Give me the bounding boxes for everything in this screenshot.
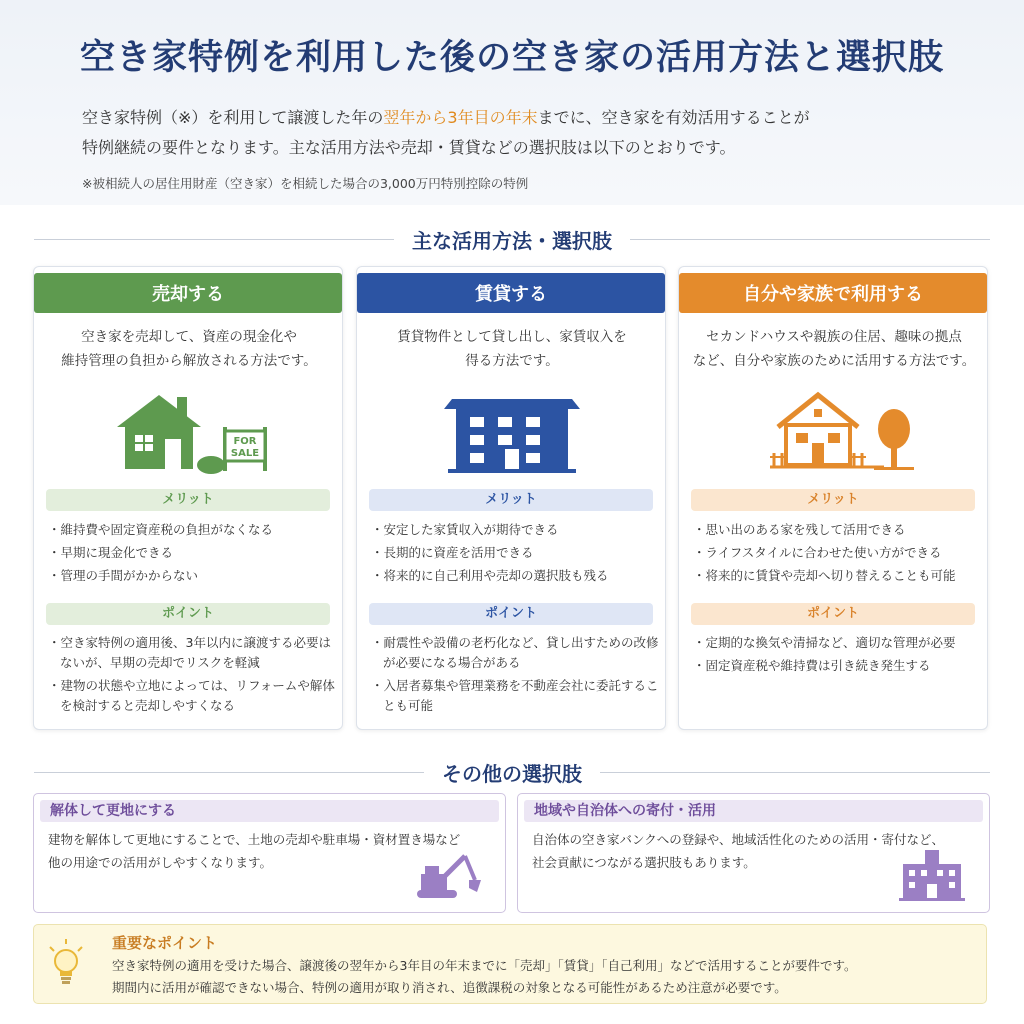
intro-line2: 特例継続の要件となります。主な活用方法や売却・賃貸などの選択肢は以下のとおりです。 xyxy=(82,138,736,157)
card-own-use-title: 自分や家族で利用する xyxy=(679,273,987,313)
intro-line1-b: までに、空き家を有効活用することが xyxy=(537,108,810,127)
card-sell-merit-list xyxy=(48,519,338,588)
card-own-use-point-list xyxy=(693,633,983,679)
list-item: ・ 安定した家賃収入が期待できる xyxy=(371,519,661,541)
card-own-use-point-label: ポイント xyxy=(691,603,975,625)
page-title: 空き家特例を利用した後の空き家の活用方法と選択肢 xyxy=(79,37,944,78)
card-sell-point-list xyxy=(48,633,338,719)
card-rent-title: 賃貸する xyxy=(357,273,665,313)
house-with-tree-icon xyxy=(734,387,934,477)
list-item: ・ 建物の状態や立地によっては、リフォームや解体を検討すると売却しやすくなる xyxy=(48,676,338,716)
card-own-use-merit-list xyxy=(693,519,983,588)
apartment-building-icon xyxy=(412,387,612,477)
card-sell-desc-line1: 空き家を売却して、資産の現金化や xyxy=(81,329,297,345)
list-item: ・ 維持費や固定資産税の負担がなくなる xyxy=(48,519,338,541)
card-own-use xyxy=(678,266,988,730)
card-own-use-desc-line2: など、自分や家族のために活用する方法です。 xyxy=(692,353,976,369)
card-own-use-merit-label: メリット xyxy=(691,489,975,511)
list-item: ・ 管理の手間がかからない xyxy=(48,565,338,587)
divider xyxy=(630,239,990,240)
house-for-sale-icon xyxy=(89,387,289,477)
divider xyxy=(34,772,424,773)
list-item: ・ ライフスタイルに合わせた使い方ができる xyxy=(693,542,983,564)
important-point-box xyxy=(33,924,987,1004)
card-own-use-description xyxy=(689,325,979,373)
card-own-use-desc-line1: セカンドハウスや親族の住居、趣味の拠点 xyxy=(706,329,962,345)
list-item: ・ 定期的な換気や清掃など、適切な管理が必要 xyxy=(693,633,983,653)
card-sell-description xyxy=(44,325,334,373)
card-rent-merit-label: メリット xyxy=(369,489,653,511)
intro-highlight: 翌年から3年目の年末 xyxy=(383,108,538,127)
excavator-icon xyxy=(413,846,483,902)
section-main-heading xyxy=(34,224,990,254)
other-option-donate xyxy=(517,793,990,913)
list-item: ・ 固定資産税や維持費は引き続き発生する xyxy=(693,656,983,676)
section-other-heading xyxy=(34,757,990,787)
card-rent-desc-line1: 賃貸物件として貸し出し、家賃収入を xyxy=(397,329,627,345)
other-desc-line2: 他の用途での活用がしやすくなります。 xyxy=(48,855,273,870)
other-desc-line1: 自治体の空き家バンクへの登録や、地域活性化のための活用・寄付など、 xyxy=(532,832,945,847)
card-sell-merit-label: メリット xyxy=(46,489,330,511)
card-rent-merit-list xyxy=(371,519,661,588)
card-rent-point-list xyxy=(371,633,661,719)
list-item: ・ 長期的に資産を活用できる xyxy=(371,542,661,564)
intro-text xyxy=(82,103,962,163)
important-line2: 期間内に活用が確認できない場合、特例の適用が取り消され、追徴課税の対象となる可能性があるため注意が必要です。 xyxy=(112,980,787,995)
list-item: ・ 空き家特例の適用後、3年以内に譲渡する必要はないが、早期の売却でリスクを軽減 xyxy=(48,633,338,673)
section-other-title: その他の選択肢 xyxy=(442,761,582,786)
important-line1: 空き家特例の適用を受けた場合、譲渡後の翌年から3年目の年末までに「売却」「賃貸」「自己利用」などで活用することが要件です。 xyxy=(112,958,857,973)
lightbulb-icon xyxy=(46,939,86,989)
list-item: ・ 将来的に賃貸や売却へ切り替えることも可能 xyxy=(693,565,983,587)
other-desc-line2: 社会貢献につながる選択肢もあります。 xyxy=(532,855,756,870)
intro-line1-a: 空き家特例（※）を利用して譲渡した年の xyxy=(82,108,384,127)
card-rent-point-label: ポイント xyxy=(369,603,653,625)
card-sell-title: 売却する xyxy=(34,273,342,313)
card-sell-point-label: ポイント xyxy=(46,603,330,625)
card-sell xyxy=(33,266,343,730)
sign-text-for: FOR xyxy=(233,436,257,447)
other-option-demolish xyxy=(33,793,506,913)
list-item: ・ 耐震性や設備の老朽化など、貸し出すための改修が必要になる場合がある xyxy=(371,633,661,673)
card-rent-desc-line2: 得る方法です。 xyxy=(465,353,559,369)
other-option-donate-title: 地域や自治体への寄付・活用 xyxy=(524,800,983,822)
important-text xyxy=(112,955,982,999)
other-desc-line1: 建物を解体して更地にすることで、土地の売却や駐車場・資材置き場など xyxy=(48,832,461,847)
list-item: ・ 入居者募集や管理業務を不動産会社に委託することも可能 xyxy=(371,676,661,716)
town-hall-icon xyxy=(897,846,967,902)
list-item: ・ 将来的に自己利用や売却の選択肢も残る xyxy=(371,565,661,587)
other-option-demolish-title: 解体して更地にする xyxy=(40,800,499,822)
list-item: ・ 早期に現金化できる xyxy=(48,542,338,564)
section-main-title: 主な活用方法・選択肢 xyxy=(412,228,612,253)
list-item: ・ 思い出のある家を残して活用できる xyxy=(693,519,983,541)
footnote: ※被相続人の居住用財産（空き家）を相続した場合の3,000万円特別控除の特例 xyxy=(82,176,529,191)
card-sell-desc-line2: 維持管理の負担から解放される方法です。 xyxy=(61,353,317,369)
card-rent-description xyxy=(367,325,657,373)
sign-text-sale: SALE xyxy=(230,448,260,459)
card-rent xyxy=(356,266,666,730)
divider xyxy=(34,239,394,240)
divider xyxy=(600,772,990,773)
important-title: 重要なポイント xyxy=(112,934,218,952)
